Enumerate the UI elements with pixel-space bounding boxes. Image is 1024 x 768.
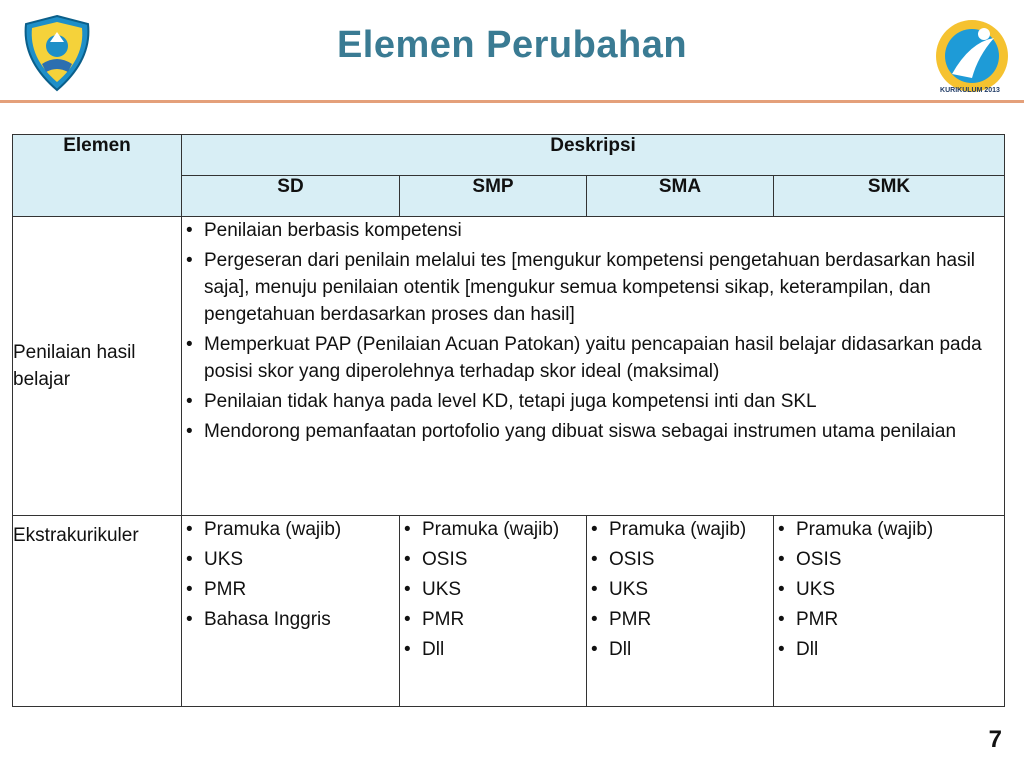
title-divider: [0, 100, 1024, 103]
list-item: • Mendorong pemanfaatan portofolio yang dibuat siswa sebagai instrumen utama penilaian: [182, 418, 1004, 445]
header-elemen: Elemen: [13, 135, 182, 217]
list-item: • OSIS: [774, 546, 1004, 573]
list-item: • PMR: [587, 606, 773, 633]
list-item: • Penilaian berbasis kompetensi: [182, 217, 1004, 244]
list-item: • UKS: [182, 546, 399, 573]
list-item: • Pramuka (wajib): [182, 516, 399, 543]
header-smp: SMP: [400, 176, 587, 217]
row-label-penilaian: Penilaian hasil belajar: [13, 217, 182, 516]
ekstrakurikuler-sd: [182, 516, 400, 707]
list-item: • Memperkuat PAP (Penilaian Acuan Patokan) yaitu pencapaian hasil belajar didasarkan pada posisi skor yang diperolehnya terhadap skor ideal (maksimal): [182, 331, 1004, 385]
list-item: • Pergeseran dari penilain melalui tes [mengukur kompetensi pengetahuan berdasarkan hasil saja], menuju penilaian otentik [mengukur semua kompetensi sikap, keterampilan, dan pengetahuan berdasarkan proses dan hasil]: [182, 247, 1004, 328]
list-item: • UKS: [774, 576, 1004, 603]
list-item: • Dll: [774, 636, 1004, 663]
page-number: 7: [988, 726, 1002, 753]
page-title: Elemen Perubahan: [336, 24, 688, 66]
list-item: • PMR: [182, 576, 399, 603]
header-sma: SMA: [587, 176, 774, 217]
table-row: [13, 516, 1005, 707]
list-item: • PMR: [774, 606, 1004, 633]
list-item: • PMR: [400, 606, 586, 633]
ekstrakurikuler-smk: [774, 516, 1005, 707]
list-item: • OSIS: [400, 546, 586, 573]
list-item: • Pramuka (wajib): [587, 516, 773, 543]
kurikulum-caption: KURIKULUM 2013: [940, 87, 1000, 94]
table-row: [13, 217, 1005, 516]
kurikulum-2013-logo: [930, 12, 1010, 96]
header-deskripsi: Deskripsi: [182, 135, 1005, 176]
ekstrakurikuler-smp: [400, 516, 587, 707]
list-item: • OSIS: [587, 546, 773, 573]
penilaian-description: [182, 217, 1005, 516]
header-sd: SD: [182, 176, 400, 217]
list-item: • Pramuka (wajib): [774, 516, 1004, 543]
list-item: • Dll: [400, 636, 586, 663]
list-item: • Penilaian tidak hanya pada level KD, tetapi juga kompetensi inti dan SKL: [182, 388, 1004, 415]
list-item: • UKS: [400, 576, 586, 603]
list-item: • Bahasa Inggris: [182, 606, 399, 633]
perubahan-table: [12, 134, 1005, 707]
header-smk: SMK: [774, 176, 1005, 217]
row-label-ekstrakurikuler: Ekstrakurikuler: [13, 516, 182, 707]
list-item: • Pramuka (wajib): [400, 516, 586, 543]
ekstrakurikuler-sma: [587, 516, 774, 707]
list-item: • Dll: [587, 636, 773, 663]
list-item: • UKS: [587, 576, 773, 603]
